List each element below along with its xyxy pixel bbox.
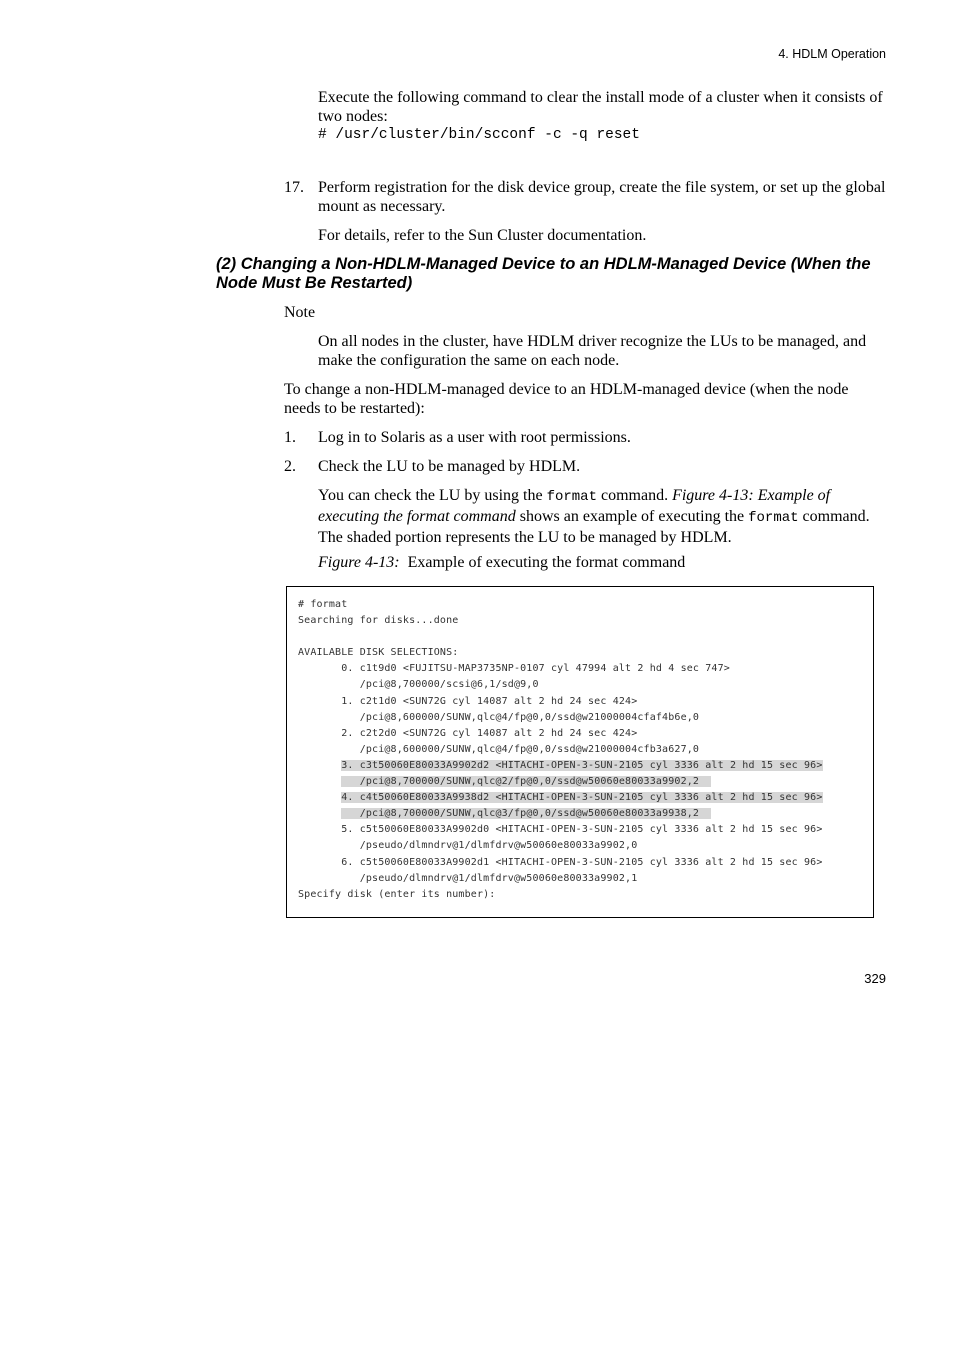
shaded-lu-line: /pci@8,700000/SUNW,qlc@3/fp@0,0/ssd@w50060e80033a9938,2 <box>341 808 712 820</box>
output-line: Searching for disks...done <box>298 615 459 627</box>
step-17-text: Perform registration for the disk device group, create the file system, or set up the global mount as necessary. <box>318 179 886 215</box>
figure-caption-text: Example of executing the format command <box>407 554 686 571</box>
step-2-detail <box>318 486 888 547</box>
output-line <box>298 758 823 774</box>
step-17-number: 17. <box>284 179 304 196</box>
detail-text-2: command. <box>596 487 673 504</box>
output-line: 1. c2t1d0 <SUN72G cyl 14087 alt 2 hd 24 sec 424> <box>298 695 638 707</box>
output-line: Specify disk (enter its number): <box>298 888 496 900</box>
output-line: /pci@8,700000/scsi@6,1/sd@9,0 <box>298 679 539 691</box>
format-code-2: format <box>748 510 799 526</box>
output-line <box>298 790 823 806</box>
note-text: On all nodes in the cluster, have HDLM driver recognize the LUs to be managed, and make the configuration the same on each node. <box>318 333 867 369</box>
output-line: /pci@8,600000/SUNW,qlc@4/fp@0,0/ssd@w21000004cfb3a627,0 <box>298 743 700 755</box>
running-header: 4. HDLM Operation <box>778 47 886 61</box>
page-number: 329 <box>864 971 886 986</box>
output-line: # format <box>298 599 348 610</box>
output-line <box>298 806 823 822</box>
step-17-details: For details, refer to the Sun Cluster documentation. <box>318 227 647 244</box>
output-line: 5. c5t50060E80033A9902d0 <HITACHI-OPEN-3-SUN-2105 cyl 3336 alt 2 hd 15 sec 96> <box>298 824 823 836</box>
section-heading: (2) Changing a Non-HDLM-Managed Device to an HDLM-Managed Device (When the Node Must Be Restarted) <box>216 255 871 292</box>
output-line: 6. c5t50060E80033A9902d1 <HITACHI-OPEN-3-SUN-2105 cyl 3336 alt 2 hd 15 sec 96> <box>298 856 823 868</box>
shaded-lu-line: 4. c4t50060E80033A9938d2 <HITACHI-OPEN-3-SUN-2105 cyl 3336 alt 2 hd 15 sec 96> <box>341 792 823 804</box>
step-2-text: Check the LU to be managed by HDLM. <box>318 458 581 475</box>
detail-text-3: shows an example of executing the <box>515 508 749 525</box>
output-line <box>298 774 823 790</box>
output-line: /pseudo/dlmndrv@1/dlmfdrv@w50060e80033a9902,1 <box>298 872 638 884</box>
output-line <box>298 629 823 645</box>
step-1-number: 1. <box>284 429 296 446</box>
shaded-lu-line: /pci@8,700000/SUNW,qlc@2/fp@0,0/ssd@w50060e80033a9902,2 <box>341 776 712 788</box>
shaded-lu-line: 3. c3t50060E80033A9902d2 <HITACHI-OPEN-3-SUN-2105 cyl 3336 alt 2 hd 15 sec 96> <box>341 759 823 771</box>
output-line: /pseudo/dlmndrv@1/dlmfdrv@w50060e80033a9902,0 <box>298 840 638 852</box>
scconf-command: # /usr/cluster/bin/scconf -c -q reset <box>318 127 640 143</box>
detail-text-1: You can check the LU by using the <box>318 487 547 504</box>
format-code-1: format <box>546 489 597 505</box>
step-1-text: Log in to Solaris as a user with root permissions. <box>318 429 631 446</box>
intro-paragraph: Execute the following command to clear the install mode of a cluster when it consists of two nodes: <box>318 89 883 125</box>
step-2-number: 2. <box>284 458 296 475</box>
output-line: AVAILABLE DISK SELECTIONS: <box>298 647 459 659</box>
detail-text-4: command. The shaded portion represents the LU to be managed by HDLM. <box>318 508 870 546</box>
output-line: 0. c1t9d0 <FUJITSU-MAP3735NP-0107 cyl 47994 alt 2 hd 4 sec 747> <box>298 663 730 675</box>
output-line: /pci@8,600000/SUNW,qlc@4/fp@0,0/ssd@w21000004cfaf4b6e,0 <box>298 711 700 723</box>
output-line: 2. c2t2d0 <SUN72G cyl 14087 alt 2 hd 24 sec 424> <box>298 727 638 739</box>
note-label: Note <box>284 304 316 321</box>
figure-label: Figure 4-13: <box>318 554 400 571</box>
format-output-figure <box>286 586 874 918</box>
procedure-intro: To change a non-HDLM-managed device to an HDLM-managed device (when the node needs to be restarted): <box>284 381 849 417</box>
figure-reference: Figure 4-13: Example of executing the format command <box>318 487 831 525</box>
terminal-output <box>298 597 823 903</box>
figure-caption <box>318 553 685 572</box>
